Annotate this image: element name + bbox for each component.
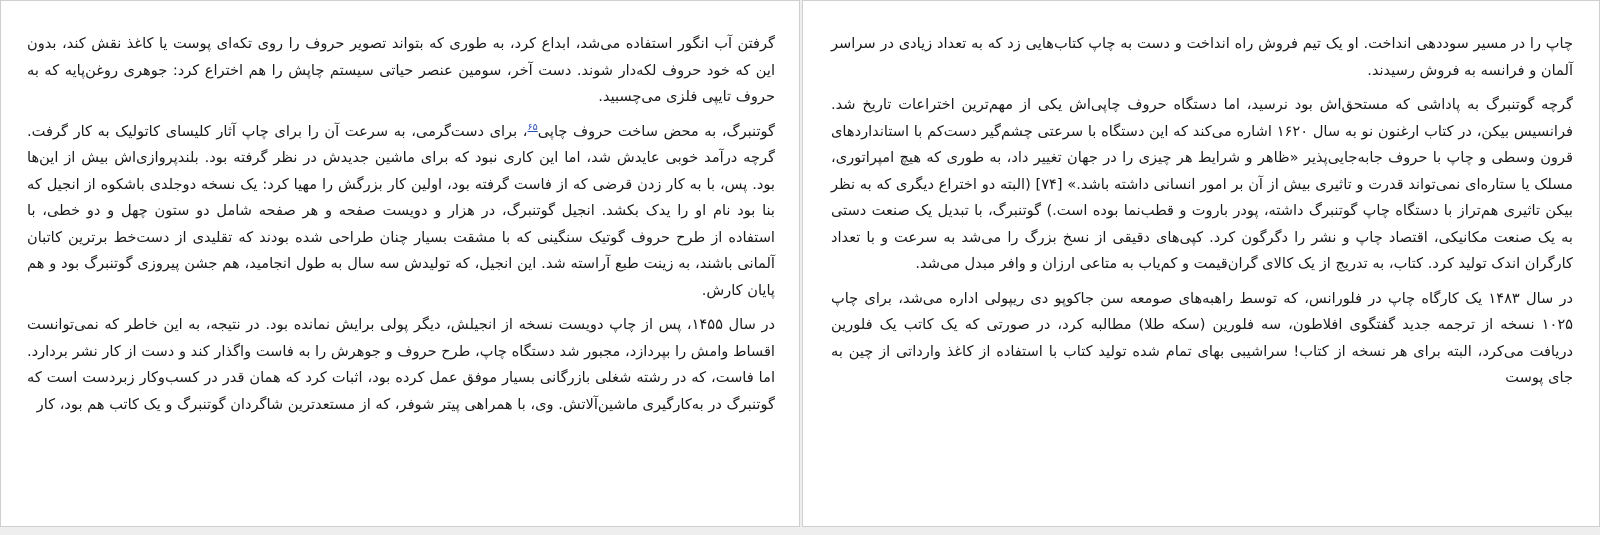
paragraph: گرچه گوتنبرگ به پاداشی که مستحق‌اش بود نرسید، اما دستگاه حروف چاپی‌اش یکی از مهم‌ترین اختراعات تاریخ شد. فرانسیس بیکن، در کتاب ارغنون نو به سال ۱۶۲۰ اشاره می‌کند که این دستگاه با سرعتی چشم‌گیر دست‌کم با استانداردهای قرون وسطی و چاپ با حروف جابه‌جایی‌پذیر «ظاهر و شرایط هر چیزی را در جهان تغییر داد، به طوری که هیچ امپراتوری، مسلک یا ستاره‌ای نمی‌تواند قدرت و تاثیری بیش از آن بر امور انسانی داشته باشد.» [۷۴] (البته دو اختراع دیگری که به نظر بیکن تاثیری هم‌تراز با دستگاه چاپ گوتنبرگ داشته، پودر باروت و قطب‌نما بوده است.) گوتنبرگ، با تبدیل یک صنعت دستی به یک صنعت مکانیکی، اقتصاد چاپ و نشر را دگرگون کرد. کپی‌های دقیقی از نسخ بزرگ را می‌شد به سرعت و با تعداد کارگران اندک تولید کرد. کتاب، به تدریج از یک کالای گران‌قیمت و کم‌یاب به متاعی ارزان و وافر مبدل می‌شد. bbox=[831, 96, 1573, 272]
footnote-link[interactable]: ۶۵ bbox=[527, 121, 538, 133]
paragraph: در سال ۱۴۸۳ یک کارگاه چاپ در فلورانس، که توسط راهبه‌های صومعه سن جاکوپو دی ریپولی اداره می‌شد، برای چاپ ۱۰۲۵ نسخه از ترجمه جدید گفتگوی افلاطون، سه فلورین (سکه طلا) مطالبه کرد، در صورتی که یک کاتب یک فلورین دریافت می‌کرد، البته برای هر نسخه از کتاب! سراشیبی بهای تمام شده تولید کتاب با استفاده از کاغذ وارداتی از چین به جای پوست bbox=[831, 289, 1574, 386]
paragraph: در سال ۱۴۵۵، پس از چاپ دویست نسخه از انجیلش، دیگر پولی برایش نمانده بود. در نتیجه، به این خاطر که نمی‌توانست اقساط وامش را بپردازد، مجبور شد دستگاه چاپ، طرح حروف و جوهرش را به فاست واگذار کند و دست از کار نشر بردارد. اما فاست، که در رشته شغلی بازرگانی بسیار موفق عمل کرده بود، اثبات کرد که همان قدر در کسب‌وکار زبردست است که گوتنبرگ در به‌کارگیری ماشین‌آلاتش. وی، با همراهی پیتر شوفر، که از مستعدترین شاگردان گوتنبرگ و یک کاتب هم بود، کار bbox=[27, 316, 775, 413]
left-page-text bbox=[27, 31, 775, 418]
paragraph-text: ، برای دست‌گرمی، به سرعت آن را برای چاپ آثار کلیسای کاتولیک به کار گرفت. گرچه درآمد خوبی عایدش شد، اما این کاری نبود که برای ماشین جدیدش در نظر گرفته بود. بلندپروازی‌اش بیش از این‌ها بود. پس، با به کار زدن قرضی که از فاست گرفته بود، اولین کار بزرگش را مهیا کرد: یک نسخه دوجلدی باشکوه از انجیل که بنا بود نام او را یدک بکشد. انجیل گوتنبرگ، در هزار و دویست صفحه و هر صفحه شامل دو ستون چهل و دو خطی، با استفاده از طرح حروف گوتیک سنگینی که با مشقت بسیار چنان طراحی شده بودند که تقلیدی از دست‌خط برترین کاتبان آلمانی باشند، به زینت طبع آراسته شد. این انجیل، که تولیدش سه سال به طول انجامید، هم جشن پیروزی گوتنبرگ بود و هم پایان کارش. bbox=[27, 122, 775, 299]
paragraph-text: گوتنبرگ، به محض ساخت حروف چاپی bbox=[537, 122, 775, 140]
paragraph: گرفتن آب انگور استفاده می‌شد، ابداع کرد، به طوری که بتواند تصویر حروف را روی تکه‌ای پوست یا کاغذ نقش کند، بدون این که خود حروف لکه‌دار شوند. دست آخر، سومین عنصر حیاتی سیستم چاپش را هم اختراع کرد: جوهری روغن‌پایه که به حروف تایپی فلزی می‌چسبید. bbox=[27, 35, 775, 105]
right-page-text bbox=[831, 31, 1573, 392]
paragraph: چاپ را در مسیر سوددهی انداخت. او یک تیم فروش راه انداخت و دست به چاپ کتاب‌هایی زد که به تعداد زیادی در سراسر آلمان و فرانسه به فروش رسیدند. bbox=[831, 35, 1573, 79]
right-page bbox=[802, 0, 1600, 527]
left-page bbox=[0, 0, 800, 527]
paragraph bbox=[27, 119, 775, 305]
